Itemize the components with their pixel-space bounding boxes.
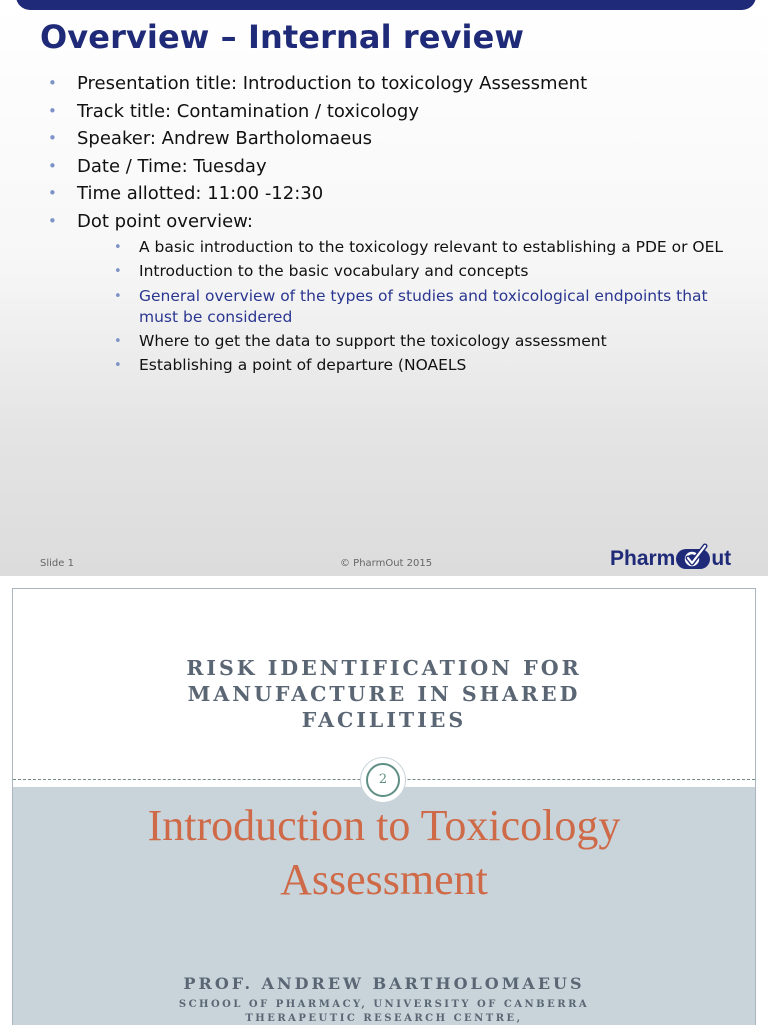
- bullet-item: [48, 70, 738, 98]
- bullet-text: Time allotted: 11:00 -12:30: [77, 183, 324, 204]
- bullet-icon: •: [48, 211, 57, 230]
- slide-title: Overview – Internal review: [40, 18, 525, 56]
- bullet-icon: •: [48, 184, 57, 202]
- logo-text-right: ut: [711, 547, 732, 570]
- bullet-item: [48, 180, 738, 208]
- presentation-title-line: Introduction to Toxicology: [147, 801, 621, 850]
- bullet-icon: •: [48, 129, 57, 147]
- bullet-text: Track title: Contamination / toxicology: [77, 100, 420, 122]
- affiliation-line: SCHOOL OF PHARMACY, UNIVERSITY OF CANBERRA: [178, 999, 590, 1010]
- pharmout-logo: [610, 544, 731, 574]
- event-heading: [13, 655, 755, 733]
- bullet-item: [48, 208, 738, 377]
- slide-top-bar: [16, 0, 756, 10]
- bullet-list: [48, 70, 738, 379]
- sub-bullet-text: Establishing a point of departure (NOAELS: [139, 356, 467, 375]
- logo-text-left: Pharm: [610, 547, 676, 570]
- bullet-item: [48, 125, 738, 153]
- author-name: PROF. ANDREW BARTHOLOMAEUS: [183, 974, 585, 993]
- bullet-text: Dot point overview:: [77, 210, 253, 232]
- slide-number-label: Slide 1: [40, 558, 74, 569]
- sub-bullet-icon: •: [114, 288, 122, 304]
- sub-bullet-item-highlighted: [110, 286, 738, 328]
- sub-bullet-text: Introduction to the basic vocabulary and concepts: [139, 262, 529, 281]
- sub-bullet-icon: •: [114, 240, 122, 255]
- sub-bullet-icon: •: [114, 264, 122, 280]
- sub-bullet-icon: •: [114, 358, 122, 374]
- bullet-icon: •: [48, 156, 57, 175]
- sub-bullet-item: [110, 331, 738, 352]
- logo-checkmark-icon: [676, 549, 710, 569]
- bullet-item: [48, 98, 738, 126]
- sub-bullet-text: Where to get the data to support the toxicology assessment: [139, 331, 607, 350]
- event-heading-line: MANUFACTURE IN SHARED: [187, 682, 581, 706]
- sub-bullet-icon: •: [114, 333, 122, 349]
- slide-number: 2: [366, 763, 400, 797]
- bullet-item: [48, 153, 738, 181]
- author-affiliation: [13, 998, 755, 1025]
- sub-bullet-item: [110, 237, 738, 258]
- presentation-title-line: Assessment: [280, 855, 488, 904]
- bullet-text: Date / Time: Tuesday: [77, 155, 267, 177]
- copyright-text: © PharmOut 2015: [340, 558, 433, 569]
- event-heading-line: RISK IDENTIFICATION FOR: [186, 656, 582, 680]
- bullet-text: Presentation title: Introduction to toxicology Assessment: [77, 73, 588, 94]
- slide-title-page: [12, 588, 756, 1025]
- affiliation-line: THERAPEUTIC RESEARCH CENTRE,: [245, 1013, 523, 1024]
- bullet-text: Speaker: Andrew Bartholomaeus: [77, 128, 373, 149]
- slide-number-badge: [360, 757, 406, 803]
- event-heading-line: FACILITIES: [301, 708, 467, 732]
- sub-bullet-list: [77, 237, 738, 376]
- bullet-icon: •: [48, 101, 57, 120]
- sub-bullet-item: [110, 355, 738, 376]
- presentation-title: [13, 799, 755, 907]
- sub-bullet-item: [110, 261, 738, 282]
- sub-bullet-text: General overview of the types of studies and toxicological endpoints that must be considered: [139, 286, 708, 326]
- bullet-icon: •: [48, 74, 57, 92]
- sub-bullet-text: A basic introduction to the toxicology relevant to establishing a PDE or OEL: [139, 238, 724, 256]
